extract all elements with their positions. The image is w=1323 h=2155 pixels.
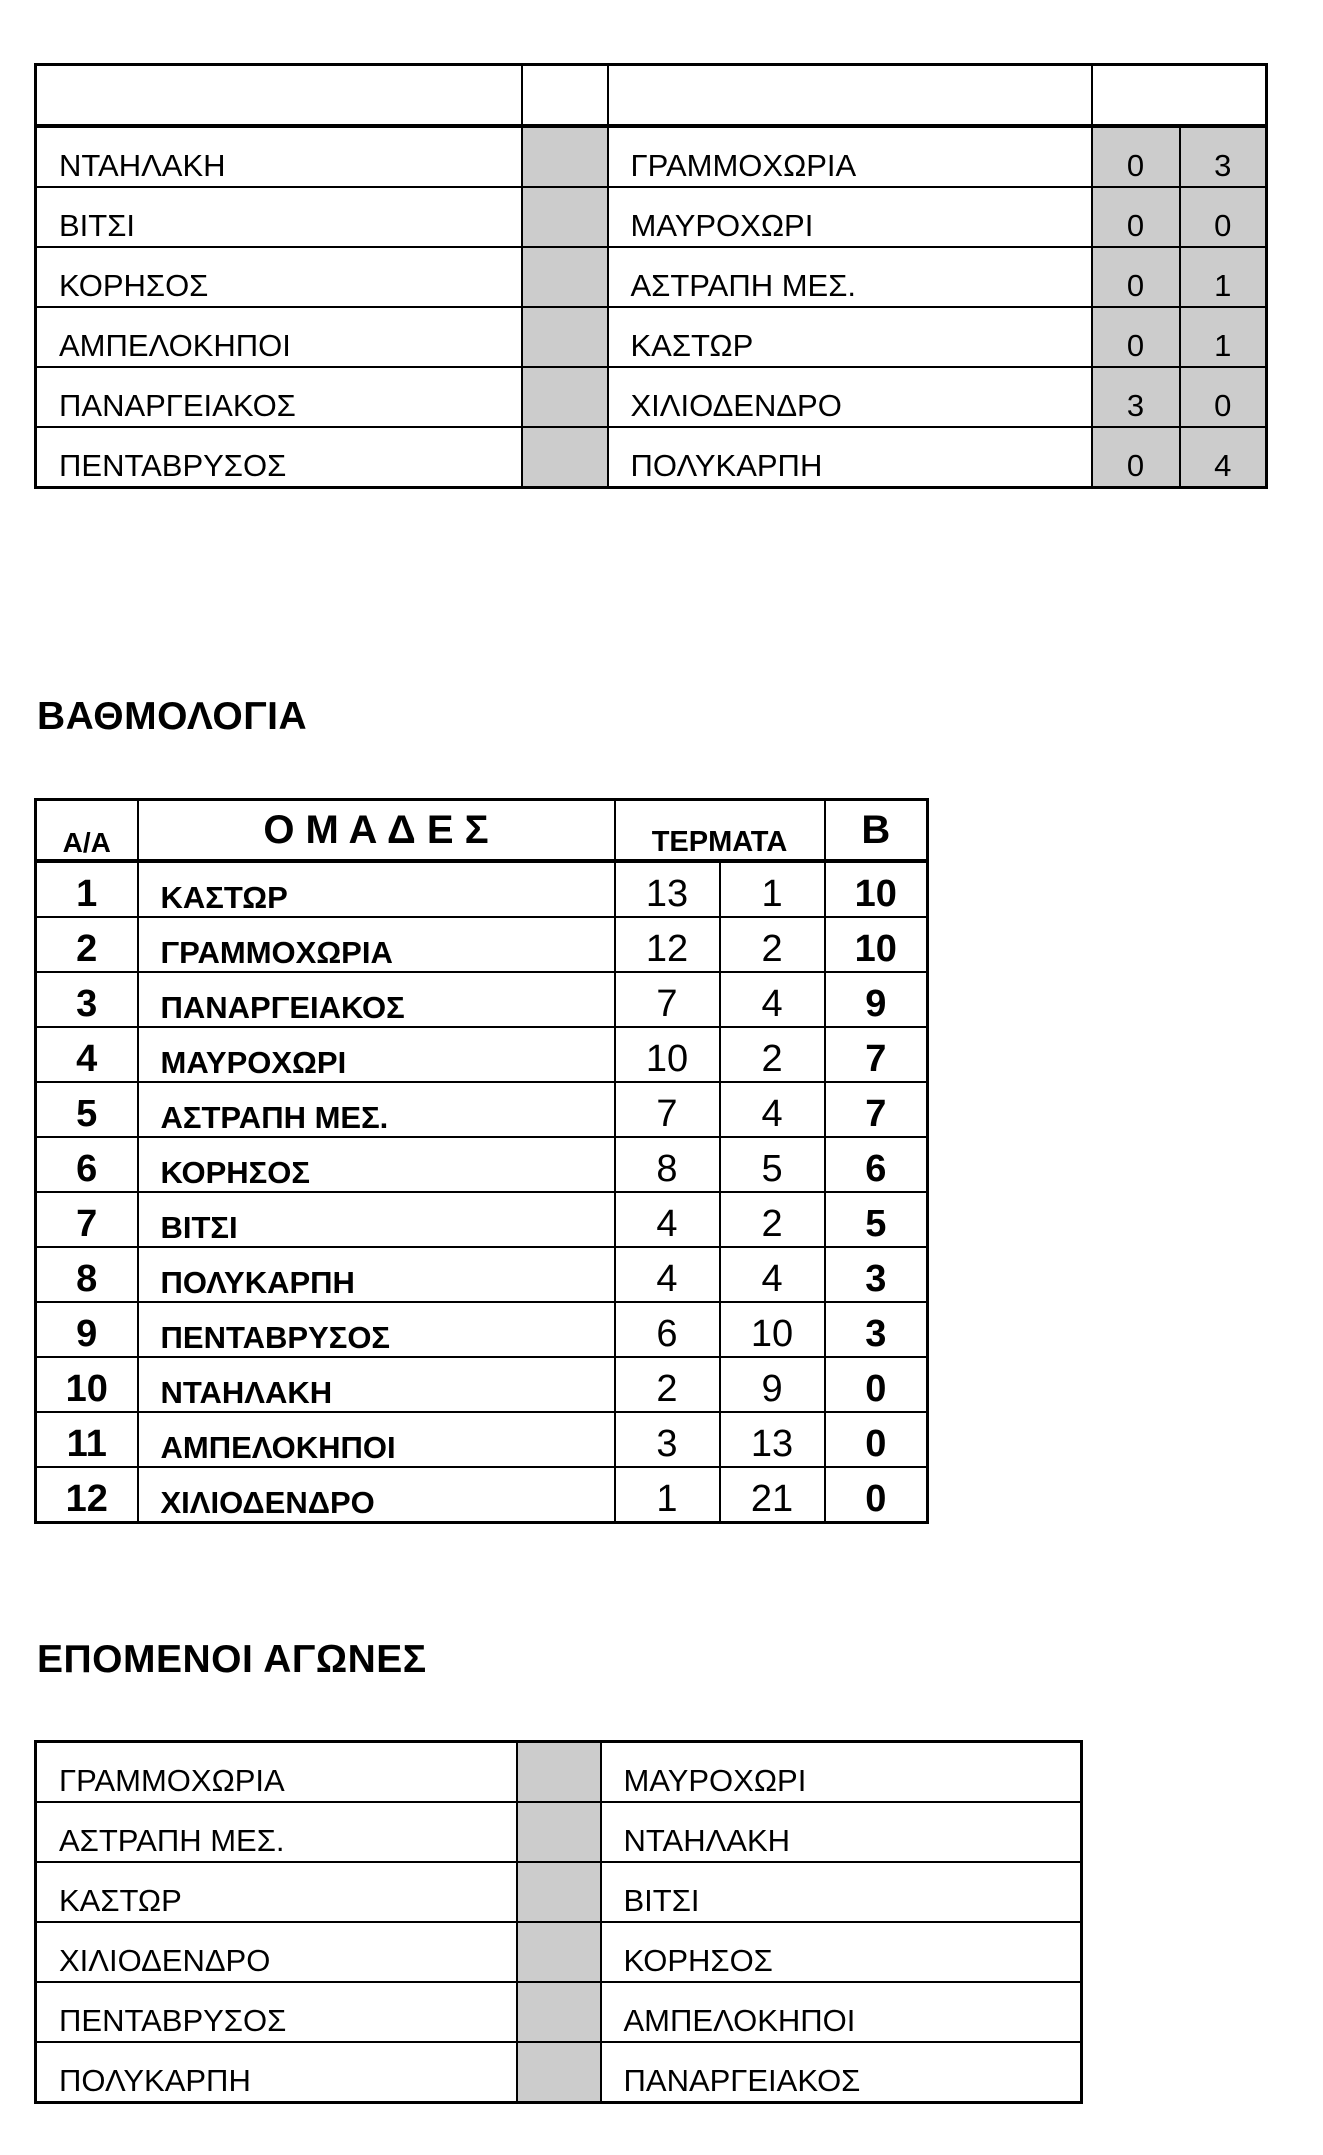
goals-against: 2: [720, 1027, 825, 1082]
points: 0: [825, 1357, 928, 1412]
position: 3: [36, 972, 138, 1027]
points: 0: [825, 1412, 928, 1467]
standings-row: [36, 861, 928, 917]
results-table: [34, 63, 1268, 489]
goals-against: 5: [720, 1137, 825, 1192]
home-team: ΑΣΤΡΑΠΗ ΜΕΣ.: [36, 1802, 517, 1862]
away-team: ΚΑΣΤΩΡ: [608, 307, 1092, 367]
away-goals: 4: [1180, 427, 1267, 488]
home-goals: 0: [1092, 126, 1180, 187]
away-team: ΓΡΑΜΜΟΧΩΡΙΑ: [608, 126, 1092, 187]
goals-against: 9: [720, 1357, 825, 1412]
separator-cell: [517, 1922, 601, 1982]
team-name: ΝΤΑΗΛΑΚΗ: [138, 1357, 615, 1412]
away-team: ΧΙΛΙΟΔΕΝΔΡΟ: [608, 367, 1092, 427]
standings-row: [36, 1412, 928, 1467]
team-name: ΧΙΛΙΟΔΕΝΔΡΟ: [138, 1467, 615, 1523]
team-name: ΒΙΤΣΙ: [138, 1192, 615, 1247]
standings-row: [36, 1137, 928, 1192]
goals-for: 3: [615, 1412, 720, 1467]
team-name: ΠΟΛΥΚΑΡΠΗ: [138, 1247, 615, 1302]
goals-for: 4: [615, 1247, 720, 1302]
position: 9: [36, 1302, 138, 1357]
points: 7: [825, 1082, 928, 1137]
goals-against: 1: [720, 861, 825, 917]
separator-cell: [517, 1802, 601, 1862]
upcoming-match-row: [36, 1862, 1082, 1922]
result-row: [36, 367, 1267, 427]
result-row: [36, 126, 1267, 187]
away-goals: 1: [1180, 307, 1267, 367]
standings-row: [36, 1302, 928, 1357]
away-goals: 1: [1180, 247, 1267, 307]
goals-against: 13: [720, 1412, 825, 1467]
position: 12: [36, 1467, 138, 1523]
header-pos: Α/Α: [36, 800, 138, 862]
position: 2: [36, 917, 138, 972]
points: 6: [825, 1137, 928, 1192]
position: 11: [36, 1412, 138, 1467]
away-goals: 0: [1180, 187, 1267, 247]
away-team: ΑΜΠΕΛΟΚΗΠΟΙ: [601, 1982, 1082, 2042]
home-team: ΧΙΛΙΟΔΕΝΔΡΟ: [36, 1922, 517, 1982]
header-teams: Ο Μ Α Δ Ε Σ: [138, 800, 615, 862]
goals-against: 2: [720, 917, 825, 972]
goals-for: 4: [615, 1192, 720, 1247]
result-row: [36, 187, 1267, 247]
away-team: ΠΑΝΑΡΓΕΙΑΚΟΣ: [601, 2042, 1082, 2103]
upcoming-matches-table: [34, 1740, 1083, 2104]
team-name: ΑΣΤΡΑΠΗ ΜΕΣ.: [138, 1082, 615, 1137]
separator-cell: [517, 2042, 601, 2103]
team-name: ΚΟΡΗΣΟΣ: [138, 1137, 615, 1192]
away-team: ΜΑΥΡΟΧΩΡΙ: [608, 187, 1092, 247]
position: 1: [36, 861, 138, 917]
upcoming-match-row: [36, 1922, 1082, 1982]
home-team: ΠΟΛΥΚΑΡΠΗ: [36, 2042, 517, 2103]
result-row: [36, 247, 1267, 307]
home-team: ΠΑΝΑΡΓΕΙΑΚΟΣ: [36, 367, 522, 427]
goals-against: 10: [720, 1302, 825, 1357]
home-team: ΑΜΠΕΛΟΚΗΠΟΙ: [36, 307, 522, 367]
separator-cell: [522, 126, 608, 187]
position: 10: [36, 1357, 138, 1412]
goals-against: 4: [720, 972, 825, 1027]
home-team: ΝΤΑΗΛΑΚΗ: [36, 126, 522, 187]
header-cell: [608, 65, 1092, 127]
points: 3: [825, 1302, 928, 1357]
separator-cell: [522, 307, 608, 367]
standings-row: [36, 1082, 928, 1137]
position: 7: [36, 1192, 138, 1247]
separator-cell: [522, 427, 608, 488]
goals-for: 7: [615, 972, 720, 1027]
away-team: ΚΟΡΗΣΟΣ: [601, 1922, 1082, 1982]
team-name: ΓΡΑΜΜΟΧΩΡΙΑ: [138, 917, 615, 972]
standings-header-row: [36, 800, 928, 862]
goals-against: 2: [720, 1192, 825, 1247]
header-cell: [522, 65, 608, 127]
position: 8: [36, 1247, 138, 1302]
results-header-row: [36, 65, 1267, 127]
home-goals: 0: [1092, 307, 1180, 367]
points: 3: [825, 1247, 928, 1302]
goals-for: 13: [615, 861, 720, 917]
goals-for: 6: [615, 1302, 720, 1357]
upcoming-title: ΕΠΟΜΕΝΟΙ ΑΓΩΝΕΣ: [37, 1638, 427, 1681]
points: 10: [825, 917, 928, 972]
goals-for: 10: [615, 1027, 720, 1082]
home-team: ΠΕΝΤΑΒΡΥΣΟΣ: [36, 427, 522, 488]
result-row: [36, 427, 1267, 488]
standings-title: ΒΑΘΜΟΛΟΓΙΑ: [37, 695, 308, 738]
header-goals: ΤΕΡΜΑΤΑ: [615, 800, 825, 862]
goals-for: 2: [615, 1357, 720, 1412]
goals-against: 4: [720, 1082, 825, 1137]
team-name: ΜΑΥΡΟΧΩΡΙ: [138, 1027, 615, 1082]
home-goals: 0: [1092, 427, 1180, 488]
standings-table: [34, 798, 929, 1524]
home-team: ΠΕΝΤΑΒΡΥΣΟΣ: [36, 1982, 517, 2042]
points: 10: [825, 861, 928, 917]
separator-cell: [517, 1742, 601, 1803]
position: 5: [36, 1082, 138, 1137]
away-team: ΑΣΤΡΑΠΗ ΜΕΣ.: [608, 247, 1092, 307]
standings-row: [36, 1027, 928, 1082]
points: 0: [825, 1467, 928, 1523]
team-name: ΑΜΠΕΛΟΚΗΠΟΙ: [138, 1412, 615, 1467]
away-team: ΜΑΥΡΟΧΩΡΙ: [601, 1742, 1082, 1803]
goals-against: 21: [720, 1467, 825, 1523]
away-goals: 3: [1180, 126, 1267, 187]
upcoming-match-row: [36, 1982, 1082, 2042]
position: 6: [36, 1137, 138, 1192]
away-goals: 0: [1180, 367, 1267, 427]
points: 7: [825, 1027, 928, 1082]
home-team: ΚΑΣΤΩΡ: [36, 1862, 517, 1922]
separator-cell: [517, 1862, 601, 1922]
upcoming-match-row: [36, 1802, 1082, 1862]
team-name: ΠΕΝΤΑΒΡΥΣΟΣ: [138, 1302, 615, 1357]
home-goals: 3: [1092, 367, 1180, 427]
upcoming-match-row: [36, 2042, 1082, 2103]
away-team: ΠΟΛΥΚΑΡΠΗ: [608, 427, 1092, 488]
standings-row: [36, 1247, 928, 1302]
team-name: ΚΑΣΤΩΡ: [138, 861, 615, 917]
position: 4: [36, 1027, 138, 1082]
goals-against: 4: [720, 1247, 825, 1302]
home-team: ΓΡΑΜΜΟΧΩΡΙΑ: [36, 1742, 517, 1803]
separator-cell: [522, 247, 608, 307]
header-points: Β: [825, 800, 928, 862]
points: 9: [825, 972, 928, 1027]
separator-cell: [522, 367, 608, 427]
standings-row: [36, 1192, 928, 1247]
goals-for: 1: [615, 1467, 720, 1523]
home-team: ΚΟΡΗΣΟΣ: [36, 247, 522, 307]
result-row: [36, 307, 1267, 367]
away-team: ΝΤΑΗΛΑΚΗ: [601, 1802, 1082, 1862]
goals-for: 12: [615, 917, 720, 972]
upcoming-match-row: [36, 1742, 1082, 1803]
standings-row: [36, 1467, 928, 1523]
standings-row: [36, 1357, 928, 1412]
standings-row: [36, 972, 928, 1027]
header-cell: [36, 65, 522, 127]
separator-cell: [517, 1982, 601, 2042]
header-cell: [1092, 65, 1267, 127]
team-name: ΠΑΝΑΡΓΕΙΑΚΟΣ: [138, 972, 615, 1027]
separator-cell: [522, 187, 608, 247]
goals-for: 7: [615, 1082, 720, 1137]
standings-row: [36, 917, 928, 972]
home-goals: 0: [1092, 187, 1180, 247]
points: 5: [825, 1192, 928, 1247]
goals-for: 8: [615, 1137, 720, 1192]
home-goals: 0: [1092, 247, 1180, 307]
away-team: ΒΙΤΣΙ: [601, 1862, 1082, 1922]
home-team: ΒΙΤΣΙ: [36, 187, 522, 247]
